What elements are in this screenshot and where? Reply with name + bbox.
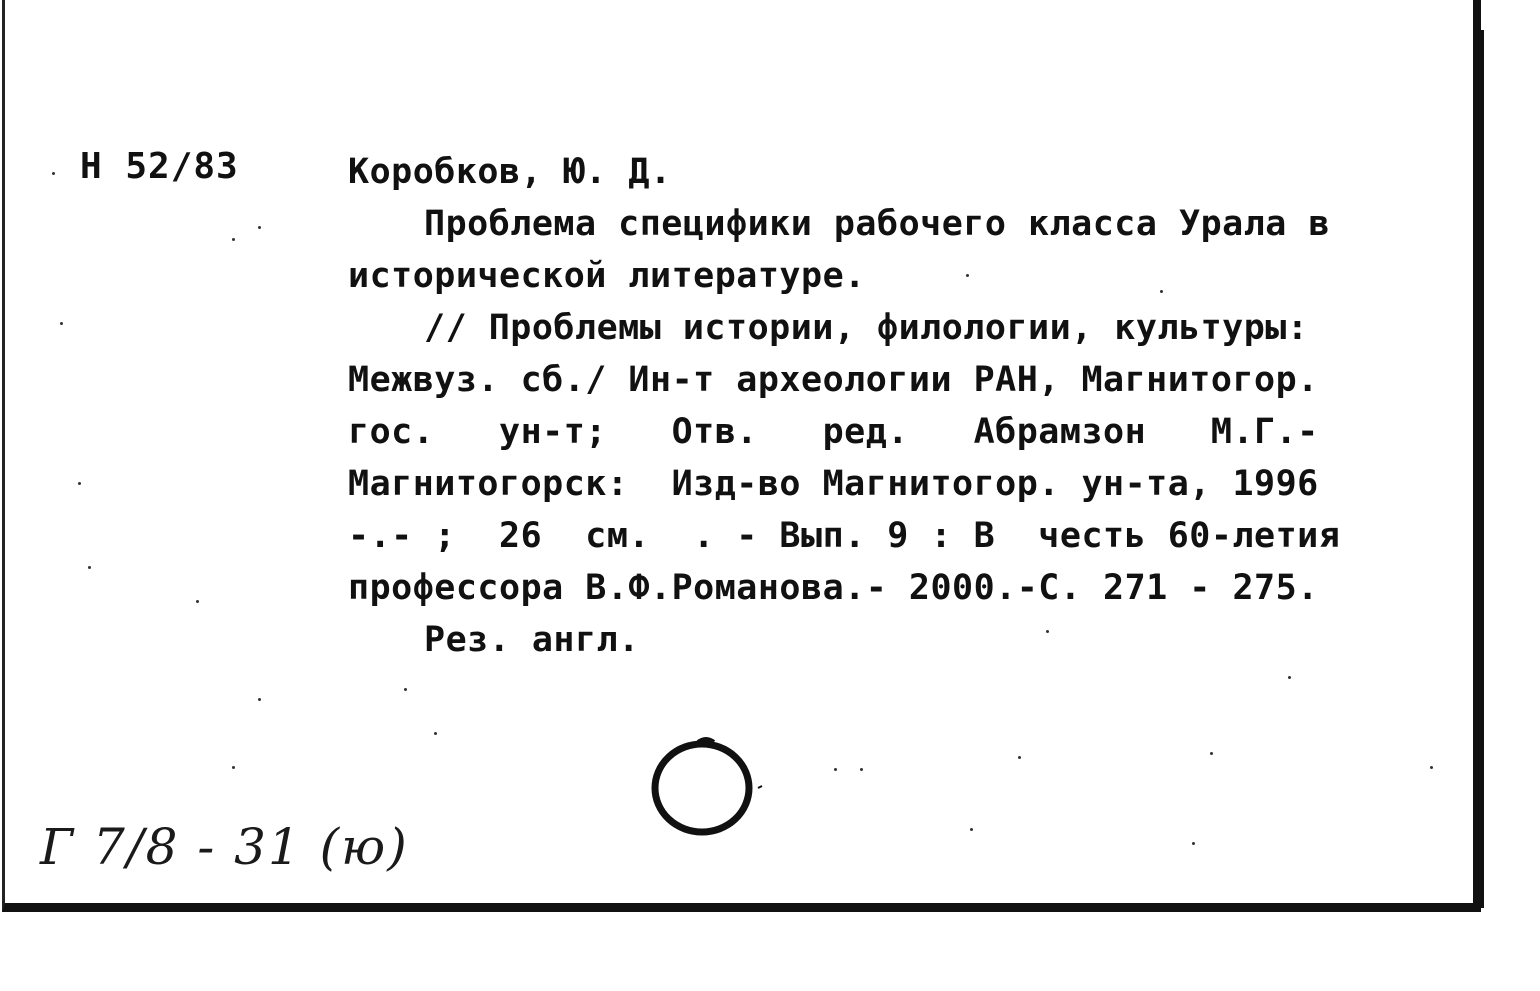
scan-speck xyxy=(258,226,261,229)
scan-speck xyxy=(78,482,81,485)
title-line-2: исторической литературе. xyxy=(348,256,866,296)
handwritten-code: Г 7/8 - 31 (ю) xyxy=(40,818,409,876)
source-line-3: гос. ун-т; Отв. ред. Абрамзон М.Г.- xyxy=(348,412,1319,452)
scan-speck xyxy=(860,768,863,771)
source-line-5: -.- ; 26 см. . - Вып. 9 : В честь 60-летия xyxy=(348,516,1341,556)
source-line-1: // Проблемы истории, филологии, культуры: xyxy=(424,308,1309,348)
scan-speck xyxy=(232,766,235,769)
scan-speck xyxy=(60,322,63,325)
scan-speck xyxy=(1430,766,1433,769)
scan-speck xyxy=(1160,290,1163,293)
title-line-1: Проблема специфики рабочего класса Урала в xyxy=(424,204,1331,244)
scan-speck xyxy=(1046,630,1049,633)
scan-speck xyxy=(52,172,55,175)
shelfmark: Н 52/83 xyxy=(80,146,239,187)
scan-speck xyxy=(434,732,437,735)
card-edge-shadow xyxy=(1478,30,1484,908)
scan-speck xyxy=(834,768,837,771)
bibliographic-entry xyxy=(348,146,1452,666)
scan-speck xyxy=(88,566,91,569)
scan-speck xyxy=(258,698,261,701)
scan-speck xyxy=(404,688,407,691)
scan-speck xyxy=(196,600,199,603)
scan-speck xyxy=(1018,756,1021,759)
source-line-6: профессора В.Ф.Романова.- 2000.-С. 271 - 275. xyxy=(348,568,1319,608)
scan-speck xyxy=(1192,842,1195,845)
source-line-2: Межвуз. сб./ Ин-т археологии РАН, Магнитогор. xyxy=(348,360,1319,400)
source-line-4: Магнитогорск: Изд-во Магнитогор. ун-та, 1996 xyxy=(348,464,1319,504)
scan-speck xyxy=(966,274,969,277)
author: Коробков, Ю. Д. xyxy=(348,152,672,192)
note: Рез. англ. xyxy=(424,620,640,660)
scan-speck xyxy=(970,828,973,831)
scan-speck xyxy=(1288,676,1291,679)
scan-speck xyxy=(232,238,235,241)
scan-speck xyxy=(1210,752,1213,755)
punch-hole-icon xyxy=(640,730,770,845)
